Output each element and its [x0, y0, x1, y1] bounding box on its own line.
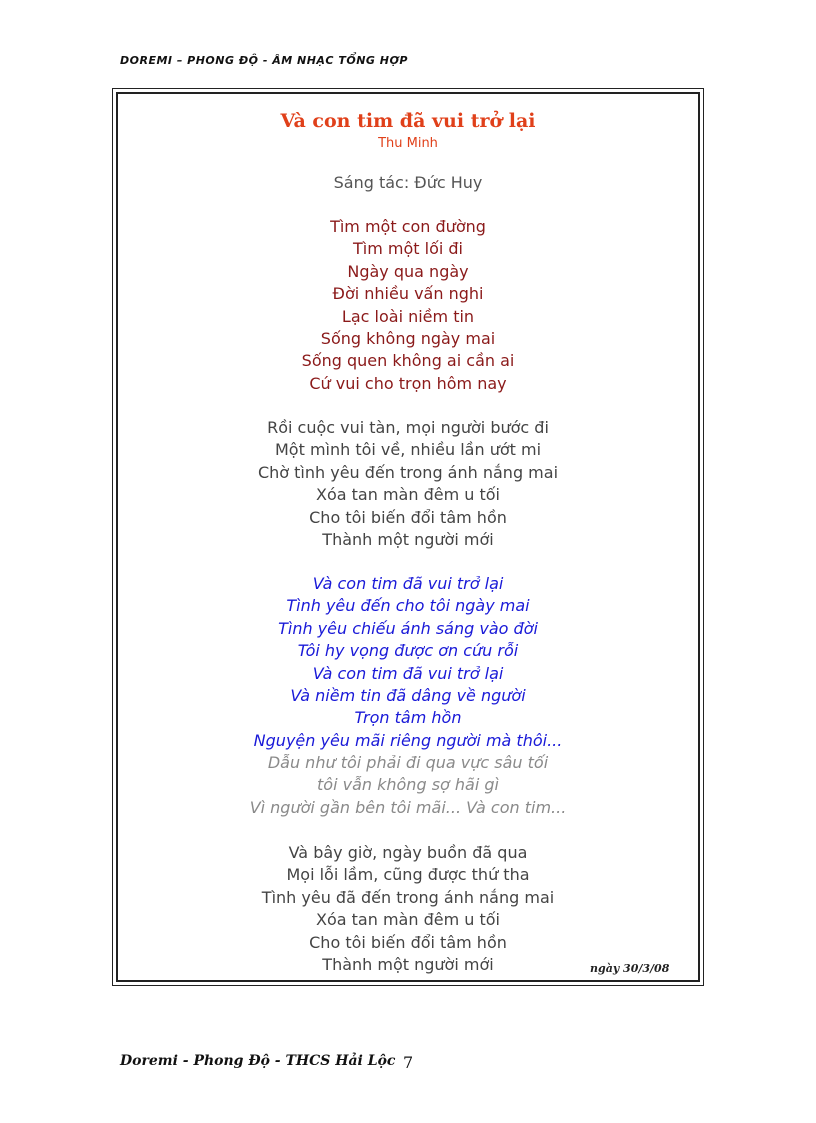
lyric-line: Lạc loài niềm tin: [341, 306, 475, 326]
lyric-line: Thành một người mới: [322, 530, 494, 550]
lyric-line: Tình yêu chiếu ánh sáng vào đời: [278, 618, 538, 638]
lyric-line: Xóa tan màn đêm u tối: [316, 910, 500, 930]
date-note: ngày 30/3/08: [590, 962, 670, 975]
lyric-line: Trọn tâm hồn: [354, 708, 462, 728]
lyric-line: Chờ tình yêu đến trong ánh nắng mai: [257, 462, 559, 482]
lyric-line: Đời nhiều vấn nghi: [332, 284, 484, 304]
lyric-line: Nguyện yêu mãi riêng người mà thôi...: [253, 730, 563, 750]
lyric-line: Tình yêu đã đến trong ánh nắng mai: [261, 887, 555, 907]
lyric-line: Và con tim đã vui trở lại: [312, 574, 504, 593]
lyric-line: Tìm một lối đi: [353, 239, 463, 259]
lyric-line: Và niềm tin đã dâng về người: [290, 686, 526, 706]
lyric-line: Một mình tôi về, nhiều lần ướt mi: [274, 440, 542, 460]
lyric-line: Cho tôi biến đổi tâm hồn: [309, 507, 507, 527]
verse-2: [0, 417, 816, 551]
lyric-line: Thành một người mới: [322, 955, 494, 975]
lyric-line: Sống không ngày mai: [320, 329, 496, 349]
lyric-line: Mọi lỗi lầm, cũng được thứ tha: [286, 865, 530, 885]
lyric-line: Ngày qua ngày: [347, 261, 469, 281]
page-header: DOREMI – PHONG ĐỘ - ÂM NHẠC TỔNG HỢP: [120, 54, 408, 67]
lyric-line: Tìm một con đường: [330, 217, 486, 236]
page-number: 7: [403, 1053, 414, 1072]
lyric-line: Sống quen không ai cần ai: [301, 351, 515, 371]
chorus: [0, 573, 816, 752]
singer-name: Thu Minh: [378, 136, 438, 151]
song-title: Và con tim đã vui trở lại: [280, 110, 536, 132]
bridge: [0, 752, 816, 819]
verse-3: [0, 842, 816, 976]
lyric-line: Cho tôi biến đổi tâm hồn: [309, 932, 507, 952]
page-footer: Doremi - Phong Độ - THCS Hải Lộc: [120, 1053, 396, 1069]
lyric-line: Và bây giờ, ngày buồn đã qua: [288, 843, 528, 862]
verse-1: [0, 216, 816, 395]
lyric-line: Vì người gần bên tôi mãi... Và con tim...: [249, 797, 567, 817]
lyric-line: Xóa tan màn đêm u tối: [316, 485, 500, 505]
lyric-line: Tình yêu đến cho tôi ngày mai: [286, 596, 530, 616]
lyric-line: Rồi cuộc vui tàn, mọi người bước đi: [267, 418, 549, 437]
lyric-line: Và con tim đã vui trở lại: [312, 663, 504, 683]
lyric-line: Tôi hy vọng được ơn cứu rỗi: [297, 641, 519, 661]
composer-credit: Sáng tác: Đức Huy: [333, 173, 483, 192]
lyric-line: tôi vẫn không sợ hãi gì: [317, 775, 499, 795]
lyric-line: Dẫu như tôi phải đi qua vực sâu tối: [267, 753, 549, 772]
lyric-line: Cứ vui cho trọn hôm nay: [309, 373, 507, 393]
